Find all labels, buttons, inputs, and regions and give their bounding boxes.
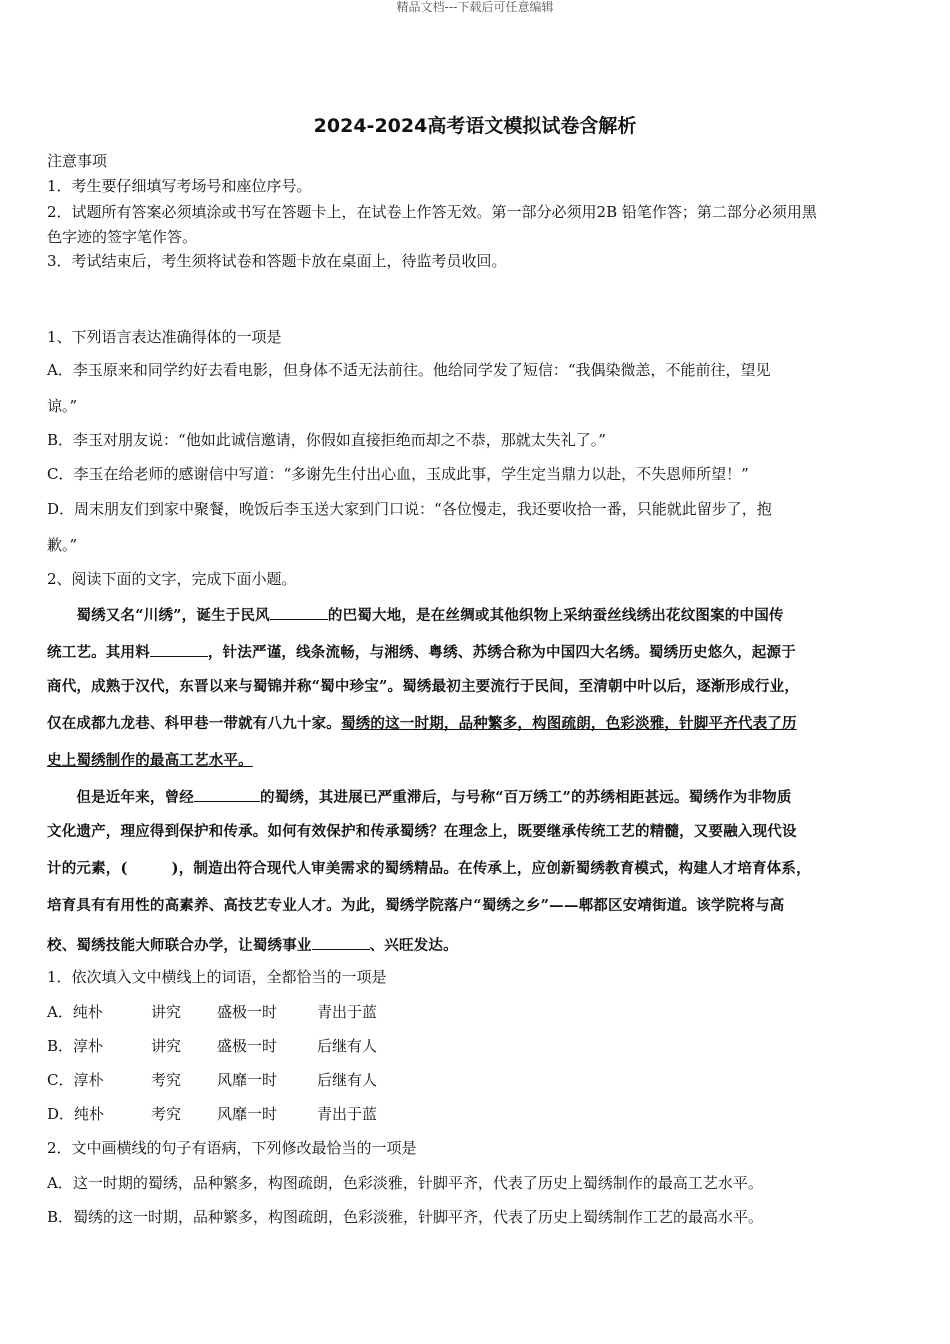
choice-cell: 盛极一时 (217, 1003, 278, 1021)
sub-question-stem: 2．文中画横线的句子有语病，下列修改最恰当的一项是 (47, 1139, 417, 1157)
underlined-sentence: 史上蜀绣制作的最高工艺水平。 (47, 752, 253, 769)
passage-text: ，针法严谨，线条流畅，与湘绣、粤绣、苏绣合称为中国四大名绣。蜀绣历史悠久，起源于 (207, 644, 796, 661)
passage-line: 商代，成熟于汉代，东晋以来与蜀锦并称“蜀中珍宝”。蜀绣最初主要流行于民间，至清朝中叶以后，逐渐形成行业， (47, 678, 800, 695)
page-title: 2024-2024高考语文模拟试卷含解析 (313, 115, 637, 137)
choice-row (47, 1002, 437, 1022)
option-d: D．周末朋友们到家中聚餐，晚饭后李玉送大家到门口说：“各位慢走，我还要收拾一番，只能就此留步了，抱 (47, 500, 772, 518)
choice-cell: 青出于蓝 (317, 1105, 378, 1123)
notice-heading: 注意事项 (47, 152, 108, 170)
sub-question-stem: 1．依次填入文中横线上的词语，全都恰当的一项是 (47, 968, 387, 986)
blank-line (194, 785, 260, 802)
choice-cell: 讲究 (151, 1037, 182, 1055)
option-b: B．蜀绣的这一时期，品种繁多，构图疏朗，色彩淡雅，针脚平齐，代表了历史上蜀绣制作工艺的最高水平。 (47, 1208, 764, 1226)
blank-line (150, 640, 208, 657)
passage-line: 计的元素，( )，制造出符合现代人审美需求的蜀绣精品。在传承上，应创新蜀绣教育模式，构建人才培育体系， (47, 860, 811, 877)
option-a-cont: 谅。” (47, 397, 78, 415)
option-d-cont: 歉。” (47, 536, 78, 554)
choice-cell: 后继有人 (317, 1071, 378, 1089)
passage-text: 蜀绣又名“川绣”，诞生于民风 (47, 607, 270, 624)
notice-item: 2．试题所有答案必须填涂或书写在答题卡上，在试卷上作答无效。第一部分必须用2B 铅笔作答；第二部分必须用黑 (47, 203, 817, 221)
choice-cell: 风靡一时 (217, 1105, 278, 1123)
underlined-sentence: 蜀绣的这一时期，品种繁多，构图疏朗，色彩淡雅，针脚平齐代表了历 (341, 715, 797, 732)
choice-row (47, 1070, 437, 1090)
passage-line (47, 933, 907, 956)
passage-text: 的巴蜀大地，是在丝绸或其他织物上采纳蚕丝线绣出花纹图案的中国传 (327, 607, 784, 624)
option-b: B．李玉对朋友说：“他如此诚信邀请，你假如直接拒绝而却之不恭，那就太失礼了。” (47, 431, 606, 449)
question-stem: 1、下列语言表达准确得体的一项是 (47, 328, 282, 346)
passage-text: 统工艺。其用料 (47, 644, 150, 661)
choice-cell: 盛极一时 (217, 1037, 278, 1055)
passage-text: 、兴旺发达。 (369, 937, 458, 954)
choice-cell: 青出于蓝 (317, 1003, 378, 1021)
passage-line (47, 603, 907, 626)
choice-cell: C．淳朴 (47, 1071, 104, 1089)
choice-cell: D．纯朴 (47, 1105, 105, 1123)
blank-line (270, 603, 328, 620)
choice-cell: B．淳朴 (47, 1037, 104, 1055)
option-a: A．李玉原来和同学约好去看电影，但身体不适无法前往。他给同学发了短信：“我偶染微恙，不能前往，望见 (47, 361, 771, 379)
option-a: A．这一时期的蜀绣，品种繁多，构图疏朗，色彩淡雅，针脚平齐，代表了历史上蜀绣制作的最高工艺水平。 (47, 1174, 763, 1192)
passage-line: 文化遗产，理应得到保护和传承。如何有效保护和传承蜀绣？在理念上，既要继承传统工艺的精髓，又要融入现代设 (47, 823, 797, 840)
header-note: 精品文档---下载后可任意编辑 (396, 0, 554, 14)
choice-row (47, 1036, 437, 1056)
blank-line (312, 933, 370, 950)
choice-cell: 讲究 (151, 1003, 182, 1021)
passage-line: 培育具有有用性的高素养、高技艺专业人才。为此，蜀绣学院落户“蜀绣之乡”——郫都区安靖街道。该学院将与高 (47, 897, 785, 914)
choice-cell: 风靡一时 (217, 1071, 278, 1089)
passage-line (47, 640, 907, 663)
passage-text: 但是近年来，曾经 (47, 789, 194, 806)
option-c: C．李玉在给老师的感谢信中写道：“多谢先生付出心血，玉成此事，学生定当鼎力以赴，不失恩师所望！” (47, 465, 749, 483)
choice-cell: 考究 (151, 1071, 182, 1089)
choice-cell: 后继有人 (317, 1037, 378, 1055)
choice-cell: 考究 (151, 1105, 182, 1123)
question-stem: 2、阅读下面的文字，完成下面小题。 (47, 570, 297, 588)
choice-cell: A．纯朴 (47, 1003, 103, 1021)
passage-text: 的蜀绣，其进展已严重滞后，与号称“百万绣工”的苏绣相距甚远。蜀绣作为非物质 (260, 789, 792, 806)
passage-line (47, 785, 907, 808)
notice-item: 色字迹的签字笔作答。 (47, 228, 198, 246)
notice-item: 3．考试结束后，考生须将试卷和答题卡放在桌面上，待监考员收回。 (47, 252, 507, 270)
passage-text: 校、蜀绣技能大师联合办学，让蜀绣事业 (47, 937, 312, 954)
passage-line (47, 714, 907, 734)
choice-row (47, 1104, 437, 1124)
notice-item: 1．考生要仔细填写考场号和座位序号。 (47, 177, 312, 195)
passage-line (47, 751, 907, 771)
passage-text: 仅在成都九龙巷、科甲巷一带就有八九十家。 (47, 715, 341, 732)
